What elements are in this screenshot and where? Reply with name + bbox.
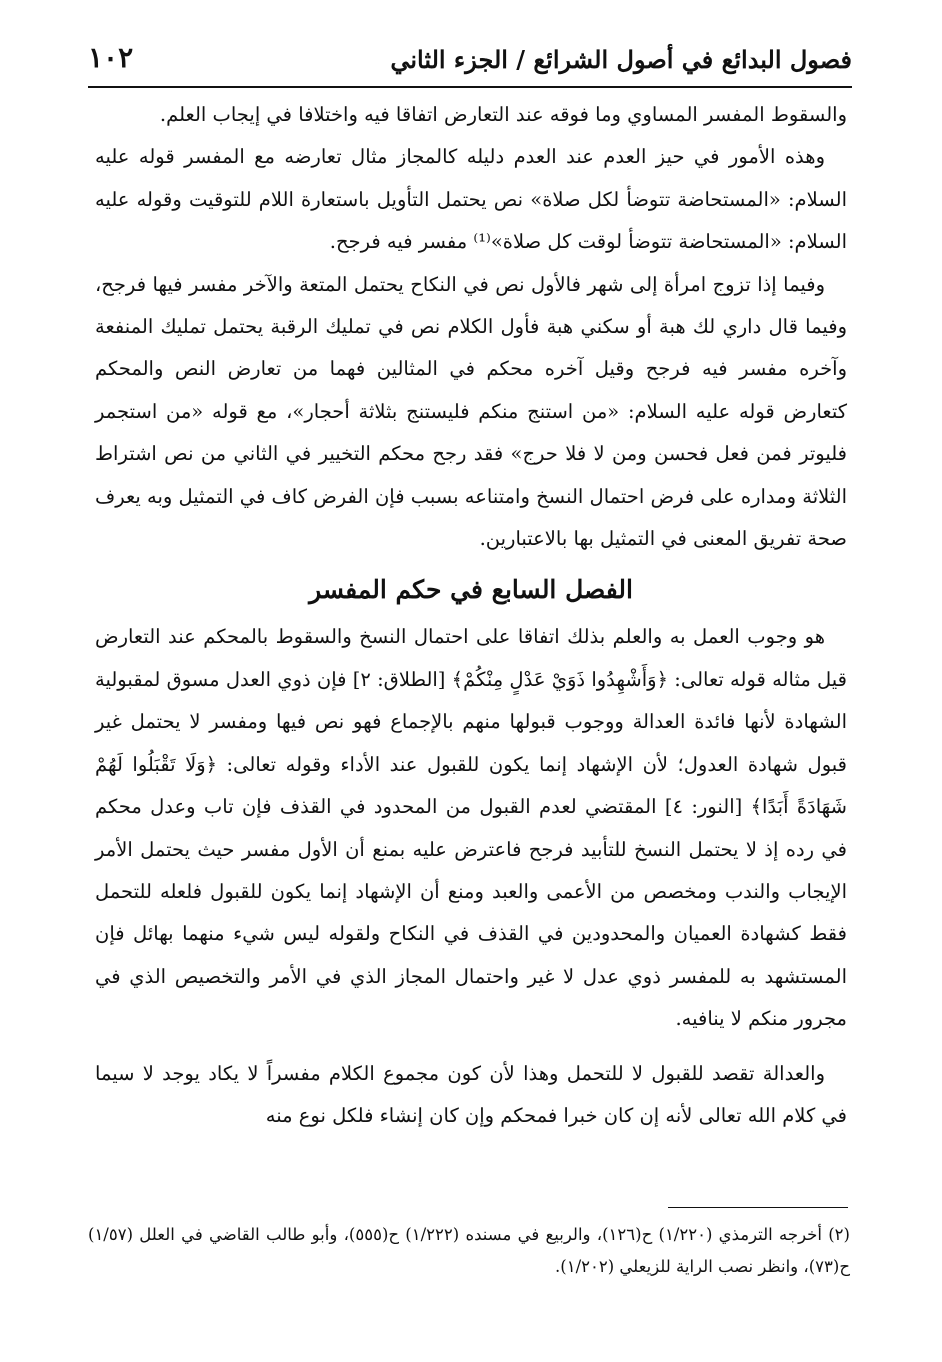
paragraph-4: هو وجوب العمل به والعلم بذلك اتفاقا على احتمال النسخ والسقوط بالمحكم عند التعارض قيل مثاله قوله تعالى: ﴿وَأَشْهِدُوا ذَوَيْ عَدْلٍ مِنْكُمْ﴾ [الطلاق: ٢] فإن ذوي العدل مسوق لمقبولية الشهادة لأنها فائدة العدالة ووجوب قبولها منهم بالإجماع فهو نص فيها ومفسر لا يحتمل غير قبول شهادة العدول؛ لأن الإشهاد إنما يكون للقبول عند الأداء وقوله تعالى: ﴿وَلَا تَقْبَلُوا لَهُمْ شَهَادَةً أَبَدًا﴾ [النور: ٤] المقتضي لعدم القبول من المحدود في القذف فإن تاب وعدل محكم في رده إذ لا يحتمل النسخ للتأبيد فرجح فاعترض عليه بمنع أن الأول مفسر حيث يحتمل الأمر الإيجاب والندب ومخصص من الأعمى والعبد ومنع أن الإشهاد إنما يكون للقبول فلعله للتحمل فقط كشهادة العميان والمحدودين في القذف في النكاح ولقوله ليس شيء منهما بهائل فإن المستشهد به للمفسر ذوي عدل لا غير واحتمال المجاز الذي في الأمر والتخصيص الذي في مجرور منكم لا ينافيه. bbox=[95, 625, 847, 1031]
running-title: فصول البدائع في أصول الشرائع / الجزء الثاني bbox=[390, 45, 852, 74]
page-header bbox=[88, 34, 852, 74]
paragraph-3: وفيما إذا تزوج امرأة إلى شهر فالأول نص في النكاح يحتمل المتعة والآخر مفسر فيها فرجح، وفيما قال داري لك هبة أو سكني هبة فأول الكلام نص في تمليك الرقبة يحتمل تمليك المنفعة وآخره مفسر فيه فرجح وقيل آخره محكم في المثالين فهما من تعارض النص والمحكم كتعارض قوله عليه السلام: «من استنج منكم فليستنج بثلاثة أحجار»، مع قوله «من استجمر فليوتر فمن فعل فحسن ومن لا فلا حرج» فقد رجح محكم التخيير في الثاني من نص اشتراط الثلاثة ومداره على فرض احتمال النسخ وامتناعه بسبب فإن الفرض كاف في التمثيل وبه يعرف صحة تفريق المعنى في التمثيل بها بالاعتبارين. bbox=[95, 272, 847, 551]
paragraph-2: وهذه الأمور في حيز العدم عند العدم دليله كالمجاز مثال تعارضه مع المفسر قوله عليه السلام: «المستحاضة تتوضأ لكل صلاة» نص يحتمل التأويل باستعارة اللام للتوقيت وقوله عليه السلام: «المستحاضة تتوضأ لوقت كل صلاة»⁽¹⁾ مفسر فيه فرجح. bbox=[95, 145, 847, 254]
footnote-2: (٢) أخرجه الترمذي (١/٢٢٠) ح(١٢٦)، والربيع في مسنده (١/٢٢٢) ح(٥٥٥)، وأبو طالب القاضي في العلل (١/٥٧) ح(٧٣)، وانظر نصب الراية للزيعلي (١/٢٠٢). bbox=[88, 1225, 850, 1276]
footnote-rule bbox=[668, 1207, 848, 1208]
paragraph-1: والسقوط المفسر المساوي وما فوقه عند التعارض اتفاقا فيه واختلافا في إيجاب العلم. bbox=[159, 103, 847, 126]
page-number: ١٠٢ bbox=[88, 41, 134, 74]
header-rule bbox=[88, 86, 852, 88]
main-text bbox=[95, 94, 847, 1137]
paragraph-5: والعدالة تقصد للقبول لا للتحمل وهذا لأن كون مجموع الكلام مفسراً لا يكاد يوجد لا سيما في كلام الله تعالى لأنه إن كان خبرا فمحكم وإن كان إنشاء فلكل نوع منه bbox=[95, 1061, 847, 1127]
section-heading: الفصل السابع في حكم المفسر bbox=[309, 575, 633, 605]
footnotes bbox=[88, 1219, 850, 1283]
